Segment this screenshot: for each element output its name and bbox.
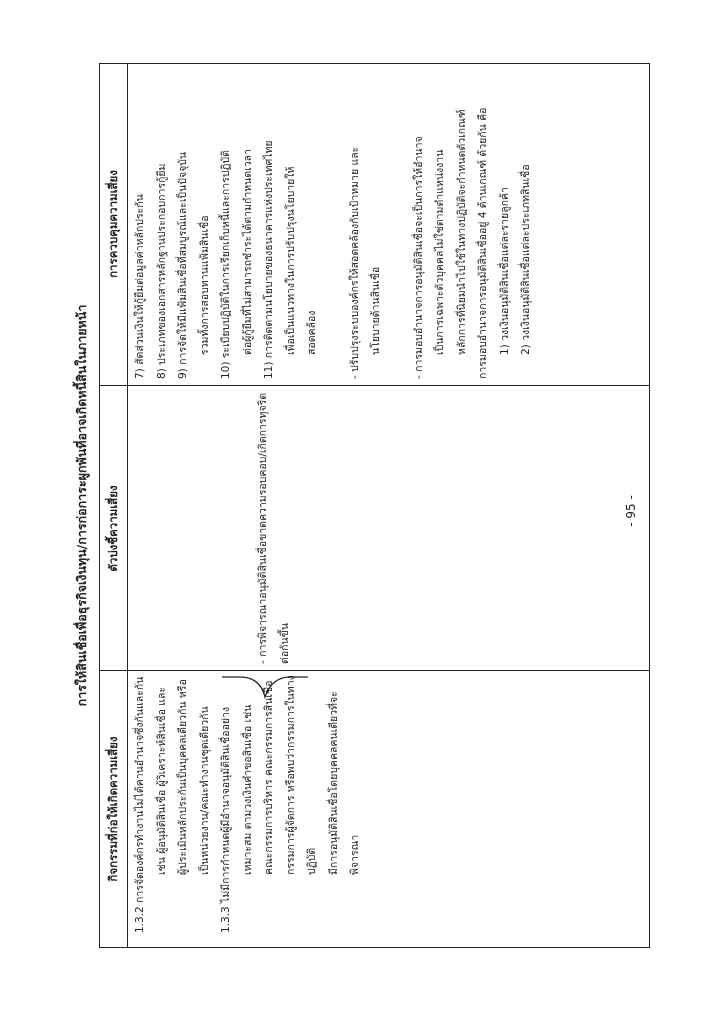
control-line: - ปรับปรุงระบบองค์กรให้สอดคล้องกับเป้าหมาย และ <box>348 146 361 379</box>
activity-line: คณะกรรมการบริหาร คณะกรรมการสินเชื่อ <box>263 680 275 875</box>
table-title: การให้สินเชื่อเพื่อธุรกิจเงินทุน/การก่อการะผูกพันที่อาจเกิดหนี้สินในภายหน้า <box>74 304 89 707</box>
control-line: รวมทั้งการสอบทานแฟ้มสินเชื่อ <box>198 215 211 355</box>
activity-line: 1.3.2 การจัดองค์กรทำงานไม่ได้คานอำนาจซึ่งกันและกัน <box>134 676 146 933</box>
control-line: 2) วงเงินอนุมัติสินเชื่อแต่ละประเภทสินเชื่อ <box>520 164 532 355</box>
control-line: 10) ระเบียบปฏิบัติในการเรียกเก็บหนี้และการปฏิบัติ <box>220 150 232 379</box>
indicator-text: - การพิจารณาอนุมัติสินเชื่อขาดความรอบคอบ/เกิดการทุจริตต่อกันขึ้น <box>257 392 291 664</box>
activity-line: เหมาะสม ตามวงเงินคำขอสินเชื่อ เช่น <box>241 704 254 875</box>
activity-line: กรรมการผู้จัดการ หรือพบว่ากรรมการในทางปฏิบัติ <box>284 675 318 875</box>
control-line: นโยบายด้านสินเชื่อ <box>370 266 382 355</box>
control-line: 9) การจัดให้มีแฟ้มสินเชื่อที่สมบูรณ์และเป็นปัจจุบัน <box>177 151 189 379</box>
activity-line: 1.3.3 ไม่มีการกำหนดผู้มีอำนาจอนุมัติสินเชื่ออย่าง <box>220 706 232 933</box>
activity-line: ผู้ประเมินหลักประกันเป็นบุคคลเดียวกัน หรือ <box>177 679 189 875</box>
brace-path <box>222 677 308 697</box>
activity-line: เป็นหน่วยงาน/คณะทำงานชุดเดียวกัน <box>198 706 211 875</box>
control-line: เป็นการเฉพาะตัวบุคคลไม่ใช่ตามตำแหน่งงาน <box>434 149 446 355</box>
control-line: การมอบอำนาจการอนุมัติสินเชื่ออยู่ 4 ด้านเกณฑ์ ด้วยกัน คือ <box>477 107 489 379</box>
page-number: - 95 - <box>624 495 638 527</box>
spacer <box>324 66 345 379</box>
activity-line: มีการอนุมัติสินเชื่อโดยบุคคลคนเดียวที่จะพิจารณา <box>327 691 361 875</box>
control-line: 1) วงเงินอนุมัติสินเชื่อแต่ละรายลูกค้า <box>498 187 511 355</box>
controls-column <box>127 66 538 379</box>
rotated-table-container <box>65 63 650 948</box>
risk-table <box>99 63 650 948</box>
control-line: 8) ประเภทของเอกสารหลักฐานประกอบการกู้ยืม <box>155 163 168 379</box>
header-indicators: ตัวบ่งชี้ความเสี่ยง <box>106 485 120 572</box>
control-line: เพื่อเป็นแนวทางในการปรับปรุงนโยบายให้ <box>284 166 297 355</box>
control-line: หลักการที่นิยมนำไปใช้ในทางปฏิบัติจะกำหนดตัวเกณฑ์ <box>455 109 468 355</box>
indicators-column <box>253 390 296 664</box>
control-line: - การมอบอำนาจการอนุมัติสินเชื่อจะเป็นการให้อำนาจ <box>412 136 425 379</box>
spacer <box>388 66 409 379</box>
control-line: 7) สัดส่วนเงินให้กู้ยืมต่อมูลค่าหลักประกัน <box>134 194 146 379</box>
header-controls: การควบคุมความเสี่ยง <box>106 170 120 278</box>
activity-line: เช่น ผู้อนุมัติสินเชื่อ ผู้วิเคราะห์สินเชื่อ และ <box>155 686 168 875</box>
control-line: 11) การติดตามนโยบายของธนาคารแห่งประเทศไทย <box>263 140 275 379</box>
control-line: ต่อผู้กู้ยืมที่ไม่สามารถชำระได้ตามกำหนดเวลา <box>241 149 254 355</box>
control-line: สอดคล้อง <box>306 310 318 355</box>
header-activities: กิจกรรมที่ก่อให้เกิดความเสี่ยง <box>106 736 120 882</box>
